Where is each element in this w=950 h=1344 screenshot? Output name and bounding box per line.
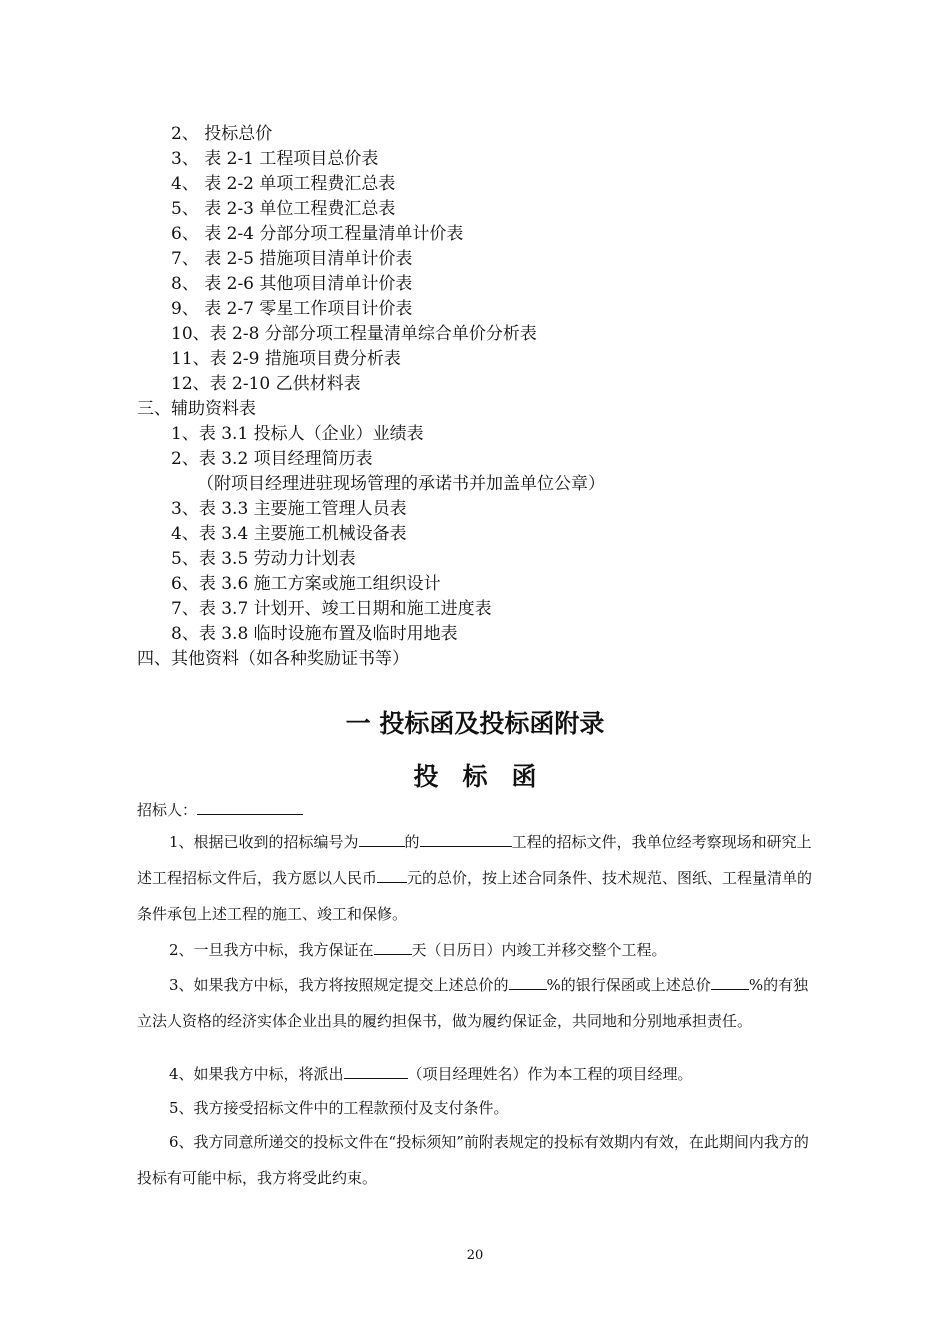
toc-item: 4、表 3.4 主要施工机械设备表 (171, 524, 407, 544)
paragraph-text: 的 (404, 833, 420, 851)
toc-item: 8、 表 2-6 其他项目清单计价表 (171, 274, 413, 294)
toc-item: 6、表 3.6 施工方案或施工组织设计 (171, 574, 441, 594)
days-blank[interactable] (374, 940, 412, 955)
toc-heading: 三、辅助资料表 (137, 399, 256, 419)
paragraph-3 (137, 967, 817, 1039)
paragraph-text: 4、如果我方中标，将派出 (169, 1065, 344, 1083)
toc-item: 3、 表 2-1 工程项目总价表 (171, 149, 379, 169)
toc-item: 3、表 3.3 主要施工管理人员表 (171, 499, 407, 519)
total-price-blank[interactable] (377, 868, 407, 883)
toc-item: 4、 表 2-2 单项工程费汇总表 (171, 174, 396, 194)
toc-item: 2、 投标总价 (171, 124, 273, 144)
toc-item: 9、 表 2-7 零星工作项目计价表 (171, 299, 413, 319)
toc-item: 10、表 2-8 分部分项工程量清单综合单价分析表 (171, 324, 537, 344)
toc-item: 7、表 3.7 计划开、竣工日期和施工进度表 (171, 599, 492, 619)
toc-item: 6、 表 2-4 分部分项工程量清单计价表 (171, 224, 464, 244)
project-name-blank[interactable] (420, 832, 512, 847)
letter-title: 投标函 (413, 762, 561, 791)
addressee-label: 招标人： (137, 801, 198, 819)
paragraph-text: %的银行保函或上述总价 (546, 976, 711, 994)
project-manager-blank[interactable] (344, 1064, 408, 1079)
paragraph-text: 天（日历日）内竣工并移交整个工程。 (411, 941, 667, 959)
toc-note: （附项目经理进驻现场管理的承诺书并加盖单位公章） (197, 474, 605, 494)
paragraph-4 (137, 1056, 817, 1092)
toc-item: 2、表 3.2 项目经理简历表 (171, 449, 373, 469)
tender-number-blank[interactable] (359, 832, 405, 847)
bank-guarantee-percent-blank[interactable] (509, 975, 547, 990)
paragraph-text: 元的总价，按上述合同条件、技术规范、图纸、工程量清单的条件承包上述工程的施工、竣工和保修。 (137, 869, 813, 923)
toc-heading: 四、其他资料（如各种奖励证书等） (137, 649, 409, 669)
paragraph-text: %的有独立法人资格的经济实体企业出具的履约担保书，做为履约保证金，共同地和分别地承担责任。 (137, 976, 809, 1030)
paragraph-5: 5、我方接受招标文件中的工程款预付及支付条件。 (169, 1099, 509, 1117)
toc-item: 5、 表 2-3 单位工程费汇总表 (171, 199, 396, 219)
toc-item: 11、表 2-9 措施项目费分析表 (171, 349, 401, 369)
page-number: 20 (466, 1248, 484, 1263)
tenderer-blank[interactable] (197, 800, 303, 815)
paragraph-6: 6、我方同意所递交的投标文件在“投标须知”前附表规定的投标有效期内有效，在此期间内我方的投标有可能中标，我方将受此约束。 (137, 1133, 809, 1187)
paragraph-text: 1、根据已收到的招标编号为 (169, 833, 359, 851)
paragraph-2 (137, 932, 817, 968)
toc-item: 1、表 3.1 投标人（企业）业绩表 (171, 424, 424, 444)
toc-item: 12、表 2-10 乙供材料表 (171, 374, 361, 394)
section-title: 一 投标函及投标函附录 (345, 709, 605, 738)
paragraph-text: 2、一旦我方中标，我方保证在 (169, 941, 374, 959)
paragraph-text: 工程的招标文件，我单位经考察现场和研究上述工程招标文件后，我方愿以人民币 (137, 833, 812, 887)
toc-item: 7、 表 2-5 措施项目清单计价表 (171, 249, 413, 269)
paragraph-text: （项目经理姓名）作为本工程的项目经理。 (407, 1065, 693, 1083)
addressee-line (137, 792, 817, 828)
performance-bond-percent-blank[interactable] (711, 975, 749, 990)
toc-item: 5、表 3.5 劳动力计划表 (171, 549, 356, 569)
toc-item: 8、表 3.8 临时设施布置及临时用地表 (171, 624, 458, 644)
paragraph-1 (137, 824, 817, 932)
paragraph-text: 3、如果我方中标，我方将按照规定提交上述总价的 (169, 976, 509, 994)
